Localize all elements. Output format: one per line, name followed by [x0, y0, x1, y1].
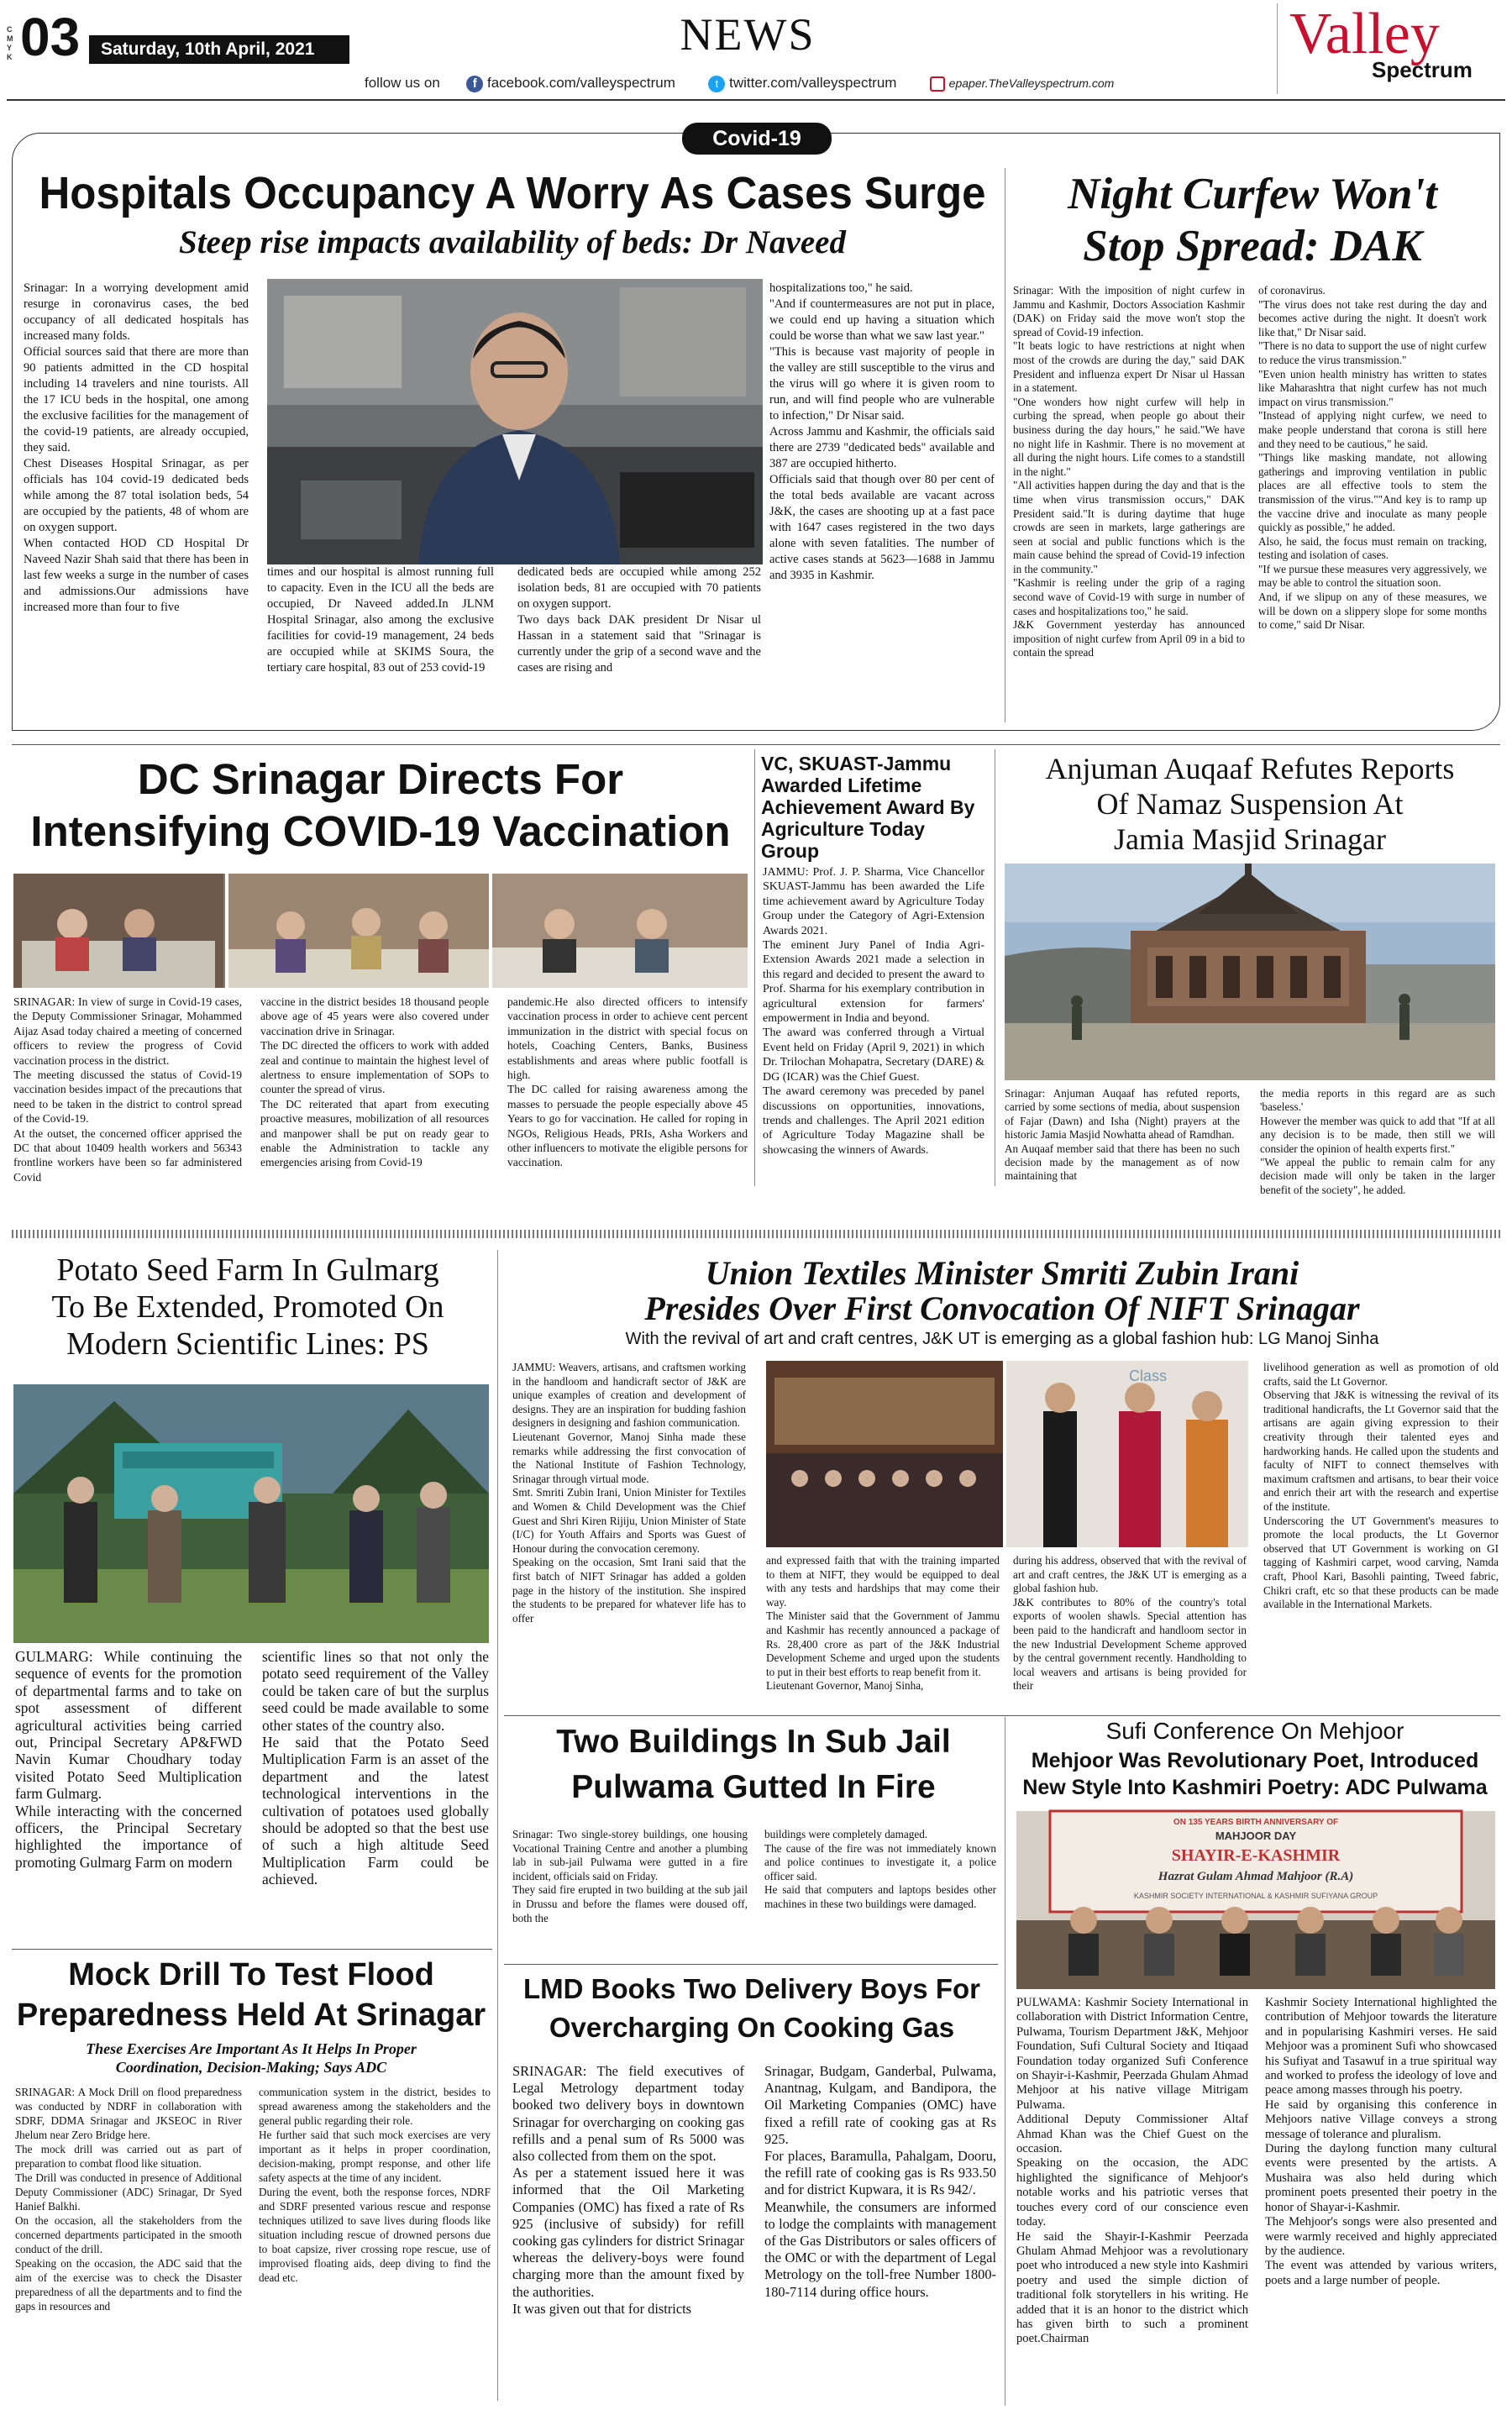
story1-col1: Srinagar: In a worrying development amid resurge in coronavirus cases, the bed occupancy of all dedicated hospitals has increased many folds. Official sources said that there are more than 90 patients admitted in the CD hospital including 14 travelers and nine tourists. All the 17 ICU beds in the hospital, one among the exclusive facilities for the management of the covid-19 patients, are already occupied, they said. Chest Diseases Hospital Srinagar, as per officials has 104 covid-19 dedicated beds while among the 87 total isolation beds, 54 are occupied by the patients, 48 of whom are on oxygen support. When contacted HOD CD Hospital Dr Naveed Nazir Shah said that there has been in last few weeks a surge in the number of cases and admissions.Our admissions have increased more than four to five: [24, 281, 249, 614]
page-number: 03: [20, 7, 81, 67]
story6-col2: scientific lines so that not only the potato seed requirement of the Valley could be taken care of but the surplus seed could be made available to some other states of the country also. He said that the Potato Seed Multiplication Farm is an asset of the department and the latest technological interventions in the cultivation of potatoes used globally should be adopted so that the best use of such a high altitude Seed Multiplication Farm could be achieved.: [262, 1648, 489, 1888]
story7-col3: during his address, observed that with the revival of art and craft centres, the J&K UT is emerging as a global fashion hub. J&K contributes to 80% of the country's total exports of woolen shawls. Special attention has been paid to the handicraft and handloom sector in the new Industrial Development Scheme approved by the central government recently. Handholding to local weavers and artisans is being provided for their: [1013, 1554, 1247, 1693]
story9-headline-line2: Mehjoor Was Revolutionary Poet, Introduced: [1031, 1749, 1479, 1772]
story9-headline-line1: Sufi Conference On Mehjoor: [1105, 1718, 1404, 1744]
story6-photo: [13, 1384, 489, 1643]
story4-headline: VC, SKUAST-Jammu Awarded Lifetime Achievement Award By Agriculture Today Group: [761, 753, 975, 862]
follow-label: follow us on: [365, 75, 440, 91]
epaper-link[interactable]: epaper.TheValleyspectrum.com: [948, 76, 1115, 90]
story10-subhead-line2: Coordination, Decision-Making; Says ADC: [115, 2059, 387, 2076]
twitter-link[interactable]: twitter.com/valleyspectrum: [729, 75, 897, 91]
covid-banner: Covid-19: [682, 123, 832, 155]
story3-col2: vaccine in the district besides 18 thousand people above age of 45 years were also covered under vaccination drive in Srinagar. The DC directed the officers to work with added zeal and continue to maintain the highest level of alertness to ensure implementation of SOPs to counter the spread of virus. The DC reiterated that apart from executing proactive measures, mobilization of all resources and manpower shall be put on ready gear to enable the Administration to tackle any emergencies arising from Covid-19: [260, 995, 489, 1169]
story6-headline-line1: Potato Seed Farm In Gulmarg: [56, 1252, 439, 1288]
story1-col2: times and our hospital is almost running full to capacity. Even in the ICU all the beds are occupied, Dr Naveed added.In JLNM Hospital Srinagar, also among the exclusive facilities for covid-19 management, 24 beds are occupied while at SKIMS Soura, the tertiary care hospital, 83 out of 253 covid-19: [267, 565, 494, 675]
story11-col2: Srinagar, Budgam, Ganderbal, Pulwama, Anantnag, Kulgam, and Bandipora, the Oil Marketing Companies (OMC) have fixed a refill rate of cooking gas at Rs 925. For places, Baramulla, Pahalgam, Dooru, the refill rate of cooking gas is Rs 933.50 and for district Kupwara, it is Rs 942/. Meanwhile, the consumers are informed to lodge the complaints with management of the Gas Distributors or sales officers of the OMC or with the department of Legal Metrology on the toll-free Number 1800-180-7114 during office hours.: [764, 2063, 996, 2300]
section-divider: [12, 1230, 1500, 1238]
story7-col4: livelihood generation as well as promotion of old crafts, said the Lt Governor. Observing that J&K is witnessing the revival of its traditional handicrafts, the Lt Governor said that the artisans are again giving expression to their creativity through their talented eyes and hardworking hands. He called upon the students and faculty of NIFT to connect themselves with maximum craftsmen and artisans, to bear their voice and enrich their art with the research and expertise of the institute. Underscoring the UT Government's measures to promote the local products, the Lt Governor observed that UT Government is working on GI tagging of Kashmiri carpet, wood carving, Namda craft, Phool Kari, Basohli painting, Tweed fabric, Chikri craft, etc so that these products can be made available in the International Markets.: [1263, 1361, 1499, 1611]
story11-headline-line1: LMD Books Two Delivery Boys For: [523, 1973, 980, 2004]
story6-headline-line2: To Be Extended, Promoted On: [51, 1289, 444, 1325]
section-title: NEWS: [680, 9, 816, 60]
story9-banner-line5: KASHMIR SOCIETY INTERNATIONAL & KASHMIR SUFIYANA GROUP: [1133, 1892, 1378, 1900]
story7-photo-label: Class: [1129, 1368, 1168, 1384]
story7-headline-line2: Presides Over First Convocation Of NIFT Srinagar: [644, 1289, 1360, 1327]
story8-col2: buildings were completely damaged. The cause of the fire was not immediately known and police continues to investigate it, a police officer said. He said that computers and laptops besides other machines in these two buildings were damaged.: [764, 1828, 996, 1910]
story8-headline-line1: Two Buildings In Sub Jail: [556, 1724, 951, 1760]
story6-headline-line3: Modern Scientific Lines: PS: [66, 1326, 429, 1362]
story5-col2: the media reports in this regard are as such 'baseless.' However the member was quick to add that "If at all any decision is to be made, then still we will consider the opinion of health experts first." "We appeal the public to remain calm for any decision made will only be taken in the larger benefit of the society", he added.: [1260, 1087, 1495, 1196]
social-links: [365, 71, 1238, 96]
logo-sub: Spectrum: [1372, 57, 1473, 82]
story5-col1: Srinagar: Anjuman Auqaaf has refuted reports, carried by some sections of media, about suspension of Fajar (Dawn) and Isha (Night) prayers at the historic Jamia Masjid Nowhatta ahead of Ramdhan. An Auqaaf member said that there has been no such decision made by the management as of now maintaining that: [1005, 1087, 1240, 1183]
story9-banner-line2: MAHJOOR DAY: [1215, 1830, 1297, 1842]
story10-headline-line2: Preparedness Held At Srinagar: [16, 1998, 486, 2033]
epaper-icon: [930, 76, 945, 92]
story6-col1: GULMARG: While continuing the sequence of events for the promotion of departmental farms and to take on spot assessment of different agricultural activities being carried out, Principal Secretary AP&FWD Navin Kumar Choudhary today visited Potato Seed Multiplication farm Gulmarg. While interacting with the concerned officers, the Principal Secretary highlighted the importance of promoting Gulmarg Farm on modern: [15, 1648, 242, 1871]
facebook-link[interactable]: facebook.com/valleyspectrum: [486, 75, 675, 91]
story5-headline-line3: Jamia Masjid Srinagar: [1114, 822, 1386, 856]
story1-subhead: Steep rise impacts availability of beds: Dr Naveed: [179, 224, 846, 260]
story9-headline-line3: New Style Into Kashmiri Poetry: ADC Pulwama: [1022, 1776, 1488, 1799]
story5-headline-line2: Of Namaz Suspension At: [1096, 787, 1404, 821]
story2-col1: Srinagar: With the imposition of night curfew in Jammu and Kashmir, Doctors Association Kashmir (DAK) on Friday said the move won't stop the spread of Covid-19 infection. "It beats logic to have restrictions at night when most of the crowds are during the day," said DAK President and influenza expert Dr Nisar ul Hassan in a statement. "One wonders how night curfew will help in curbing the spread, when people go about their business during the day hours," he said."We have no night life in Kashmir. There is no movement at all during the night hours. Life comes to a standstill in the night." "All activities happen during the day and that is the time when virus transmission occurs," DAK President said."It is during daytime that huge crowds are seen in markets, large gatherings are seen at social and public functions which is the main cause behind the spread of Covid-19 infection in the community." "Kashmir is reeling under the grip of a raging second wave of Covid-19 with surge in number of cases and hospitalizations too," he said. J&K Government yesterday has announced imposition of night curfew from April 09 in a bid to contain the spread: [1013, 284, 1245, 659]
story1-col4: hospitalizations too," he said. "And if countermeasures are not put in place, we could end up having a situation which could be worse than what we saw last year." "This is because vast majority of people in the valley are still susceptible to the virus and the virus will go where it is given room to run, and will find people who are vulnerable to infection," Dr Nisar said. Across Jammu and Kashmir, the officials said there are 2739 "dedicated beds" available and 387 are occupied hitherto. Officials said that though over 80 per cent of the total beds available are vacant across J&K, the cases are shooting up at a fast pace with 1647 cases registered in the two days alone with seven fatalities. The number of active cases stands at 5623—1688 in Jammu and 3935 in Kashmir.: [769, 281, 995, 582]
story5-headline-line1: Anjuman Auqaaf Refutes Reports: [1045, 752, 1455, 785]
story9-col1: PULWAMA: Kashmir Society International in collaboration with District Information Centre, Pulwama, Tourism Department J&K, Mehjoor Foundation, Sufi Cultural Society and Itiqaad Foundation today organized Sufi Conference on Shayir-i-Kashmir, Peerzada Ghulam Ahmad Mehjoor at his native village Mitrigam Pulwama. Additional Deputy Commissioner Altaf Ahmad Khan was the Chief Guest on the occasion. Speaking on the occasion, the ADC highlighted the significance of Mehjoor's notable works and his patriotic verses that touches every cord of our conscience even today. He said the Shayir-I-Kashmir Peerzada Ghulam Ahmad Mehjoor was a revolutionary poet who introduced a new style into Kashmiri poetry and used the simple diction of traditional folk storytellers in his writing. He added that it is an honor to the district which has given birth to such a prominent poet.Chairman: [1016, 1996, 1248, 2346]
story7-photo: [766, 1361, 1248, 1547]
logo: [1277, 3, 1505, 94]
story10-headline-line1: Mock Drill To Test Flood: [68, 1957, 434, 1992]
logo-main: Valley: [1289, 2, 1440, 66]
story7-subhead: With the revival of art and craft centres, J&K UT is emerging as a global fashion hub: LG Manoj Sinha: [625, 1330, 1379, 1348]
story11-headline-line2: Overcharging On Cooking Gas: [549, 2012, 955, 2043]
story8-col1: Srinagar: Two single-storey buildings, one housing Vocational Training Centre and another a plumbing lab in sub-jail Pulwama were gutted in a fire incident, officials said on Friday. They said fire erupted in two building at the sub jail in Drussu and before the flames were doused off, both the: [512, 1828, 748, 1924]
story7-col2: and expressed faith that with the training imparted to them at NIFT, they would be equipped to deal with any tests and hardships that may come their way. The Minister said that the Government of Jammu and Kashmir has recently announced a package of Rs. 28,400 crore as part of the J&K Industrial Development Scheme and urged upon the students to put in their best efforts to reap benefit from it. Lieutenant Governor, Manoj Sinha,: [766, 1554, 1000, 1693]
story9-banner-line1: ON 135 YEARS BIRTH ANNIVERSARY OF: [1173, 1818, 1339, 1827]
story2-headline-line1: Night Curfew Won't: [1068, 170, 1437, 218]
story2-headline-line2: Stop Spread: DAK: [1083, 222, 1422, 270]
story3-headline-line2: Intensifying COVID-19 Vaccination: [30, 807, 731, 855]
story10-col2: communication system in the district, besides to spread awareness among the stakeholders and the general public regarding their role. He further said that such mock exercises are very important as it helps in proper coordination, decision-making, prompt response, and other life safety aspects at the time of any incident. During the event, both the response forces, NDRF and SDRF presented various rescue and response techniques utilized to save lives during floods like situation including rescue of drowned persons due to boat capsize, river crossing rope rescue, use of improvised floating aids, deep diving to find the dead etc.: [259, 2086, 491, 2284]
cmyk-marker: C M Y K: [7, 25, 13, 61]
story9-col2: Kashmir Society International highlighted the contribution of Mehjoor towards the literature and in popularising Kashmiri verses. He said Mehjoor was a prominent Sufi who showcased his Sufiyat and Tasawuf in a true spiritual way and worked to profess the ideology of love and peace among masses through his poetry. He said by organising this conference in Mehjoors native Village conveys a strong message of tolerance and pluralism. During the daylong function many cultural events were presented by the artists. A Mushaira was also held during which prominent poets presented their poetry in the honor of Shayar-i-Kashmir. The Mehjoor's songs were also presented and were warmly received and highly appreciated by the audience. The event was attended by various writers, poets and a large number of people.: [1265, 1996, 1497, 2287]
story1-col3: dedicated beds are occupied while among 252 isolation beds, 81 are occupied with 70 patients on oxygen support. Two days back DAK president Dr Nisar ul Hassan in a statement said that "Srinagar is currently under the grip of a second wave and the cases are rising and: [517, 565, 761, 675]
twitter-icon: t: [708, 76, 725, 92]
story7-col1: JAMMU: Weavers, artisans, and craftsmen working in the handloom and handicraft sector of J&K are unique examples of creation and development of designs. They are an inspiration for budding fashion designers in designing and fashion communication. Lieutenant Governor, Manoj Sinha made these remarks while addressing the first convocation of the National Institute of Fashion Technology, Srinagar through virtual mode. Smt. Smriti Zubin Irani, Union Minister for Textiles and Women & Child Development was the Chief Guest and Shri Kiren Rijiju, Union Minister of State (I/C) for Youth Affairs and Sports was Guest of Honour during the convocation ceremony. Speaking on the occasion, Smt Irani said that the first batch of NIFT Srinagar has added a golden page in the history of the institution. She inspired the students to be prepared for whatever life has to offer: [512, 1361, 746, 1625]
story4-body: JAMMU: Prof. J. P. Sharma, Vice Chancellor SKUAST-Jammu has been awarded the Life time achievement award by Agriculture Today Group under the Category of Agri-Extension Awards 2021. The eminent Jury Panel of India Agri-Extension Awards 2021 made a selection in this regard and decided to present the award to Prof. Sharma for his exemplary contribution in agricultural extension for farmers' empowerment in India and beyond. The award was conferred through a Virtual Event held on Friday (April 9, 2021) in which Dr. Trilochan Mohapatra, Secretary (DARE) & DG (ICAR) was the Chief Guest. The award ceremony was preceded by panel discussions on opportunities, innovations, trends and challenges. The April 2021 edition of Agriculture Today Magazine shall be showcasing the winners of Awards.: [763, 866, 984, 1157]
story11-col1: SRINAGAR: The field executives of Legal Metrology department today booked two delivery boys in downtown Srinagar for overcharging on cooking gas refills and a penal sum of Rs 5000 was also collected from them on the spot. As per a statement issued here it was informed that the Oil Marketing Companies (OMC) has fixed a rate of Rs 925 (inclusive of subsidy) for refill cooking gas cylinders for district Srinagar whereas the delivery-boys were found charging more than the amount fixed by the authorities. It was given out that for districts: [512, 2063, 744, 2317]
story1-headline: Hospitals Occupancy A Worry As Cases Surge: [39, 167, 986, 218]
story8-headline-line2: Pulwama Gutted In Fire: [571, 1769, 936, 1805]
story9-photo: [1016, 1811, 1495, 1989]
story5-photo: [1005, 864, 1495, 1080]
story1-photo: [267, 279, 763, 564]
story3-col3: pandemic.He also directed officers to intensify vaccination process in order to achieve cent percent immunization in the district with special focus on hotels, Coaching Centers, Banks, Business establishments and areas where public footfall is high. The DC called for raising awareness among the masses to persuade the people especially above 45 Years to go for vaccination. He called for roping in NGOs, Religious Heads, PRIs, Asha Workers and other influencers to motivate the eligible persons for vaccination.: [507, 995, 748, 1169]
facebook-icon: f: [466, 76, 483, 92]
story10-col1: SRINAGAR: A Mock Drill on flood preparedness was conducted by NDRF in collaboration with SDRF, DDMA Srinagar and JKSEOC in River Jhelum near Zero Bridge here. The mock drill was carried out as part of preparation to combat flood like situation. The Drill was conducted in presence of Additional Deputy Commissioner (ADC) Srinagar, Dr Syed Hanief Balkhi. On the occasion, all the stakeholders from the concerned departments participated in the smooth conduct of the drill. Speaking on the occasion, the ADC said that the aim of the exercise was to check the Disaster preparedness of all the departments and to find the gaps in resources and: [15, 2086, 242, 2313]
date-bar: Saturday, 10th April, 2021: [89, 35, 349, 64]
story3-photo: [13, 874, 748, 988]
story10-subhead-line1: These Exercises Are Important As It Helps In Proper: [86, 2040, 417, 2057]
story2-col2: of coronavirus. "The virus does not take rest during the day and becomes active during the night. It doesn't work like that," Dr Nisar said. "There is no data to support the use of night curfew to reduce the virus transmission." "Even union health ministry has written to states like Maharashtra that night curfew has not much impact on virus transmission." "Instead of applying night curfew, we need to make people understand that corona is still here and they need to be cautious," he said. "Things like masking mandate, not allowing gatherings and improving ventilation in public places are all effective tools to stem the transmission of the virus.""And key is to ramp up the vaccine drive and inoculate as many people quickly as possible," he added. Also, he said, the focus must remain on tracking, testing and isolation of cases. "If we pursue these measures very aggressively, we may be able to control the situation soon. And, if we slipup on any of these measures, we will be down on a slippery slope for some months to come," said Dr Nisar.: [1258, 284, 1487, 632]
story3-headline-line1: DC Srinagar Directs For: [137, 755, 624, 803]
story3-col1: SRINAGAR: In view of surge in Covid-19 cases, the Deputy Commissioner Srinagar, Mohammed Aijaz Asad today chaired a meeting of concerned officers to review the progress of Covid vaccination process in the district. The meeting discussed the status of Covid-19 vaccination besides impact of the precautions that need to be taken in the district to control spread of the Covid-19. At the outset, the concerned officer apprised the DC that about 10409 health workers and 56343 frontline workers have been so far administered Covid: [13, 995, 242, 1184]
story9-banner-line4: Hazrat Gulam Ahmad Mahjoor (R.A): [1158, 1870, 1354, 1883]
story7-headline-line1: Union Textiles Minister Smriti Zubin Irani: [705, 1254, 1299, 1292]
story9-banner-line3: SHAYIR-E-KASHMIR: [1171, 1846, 1341, 1865]
